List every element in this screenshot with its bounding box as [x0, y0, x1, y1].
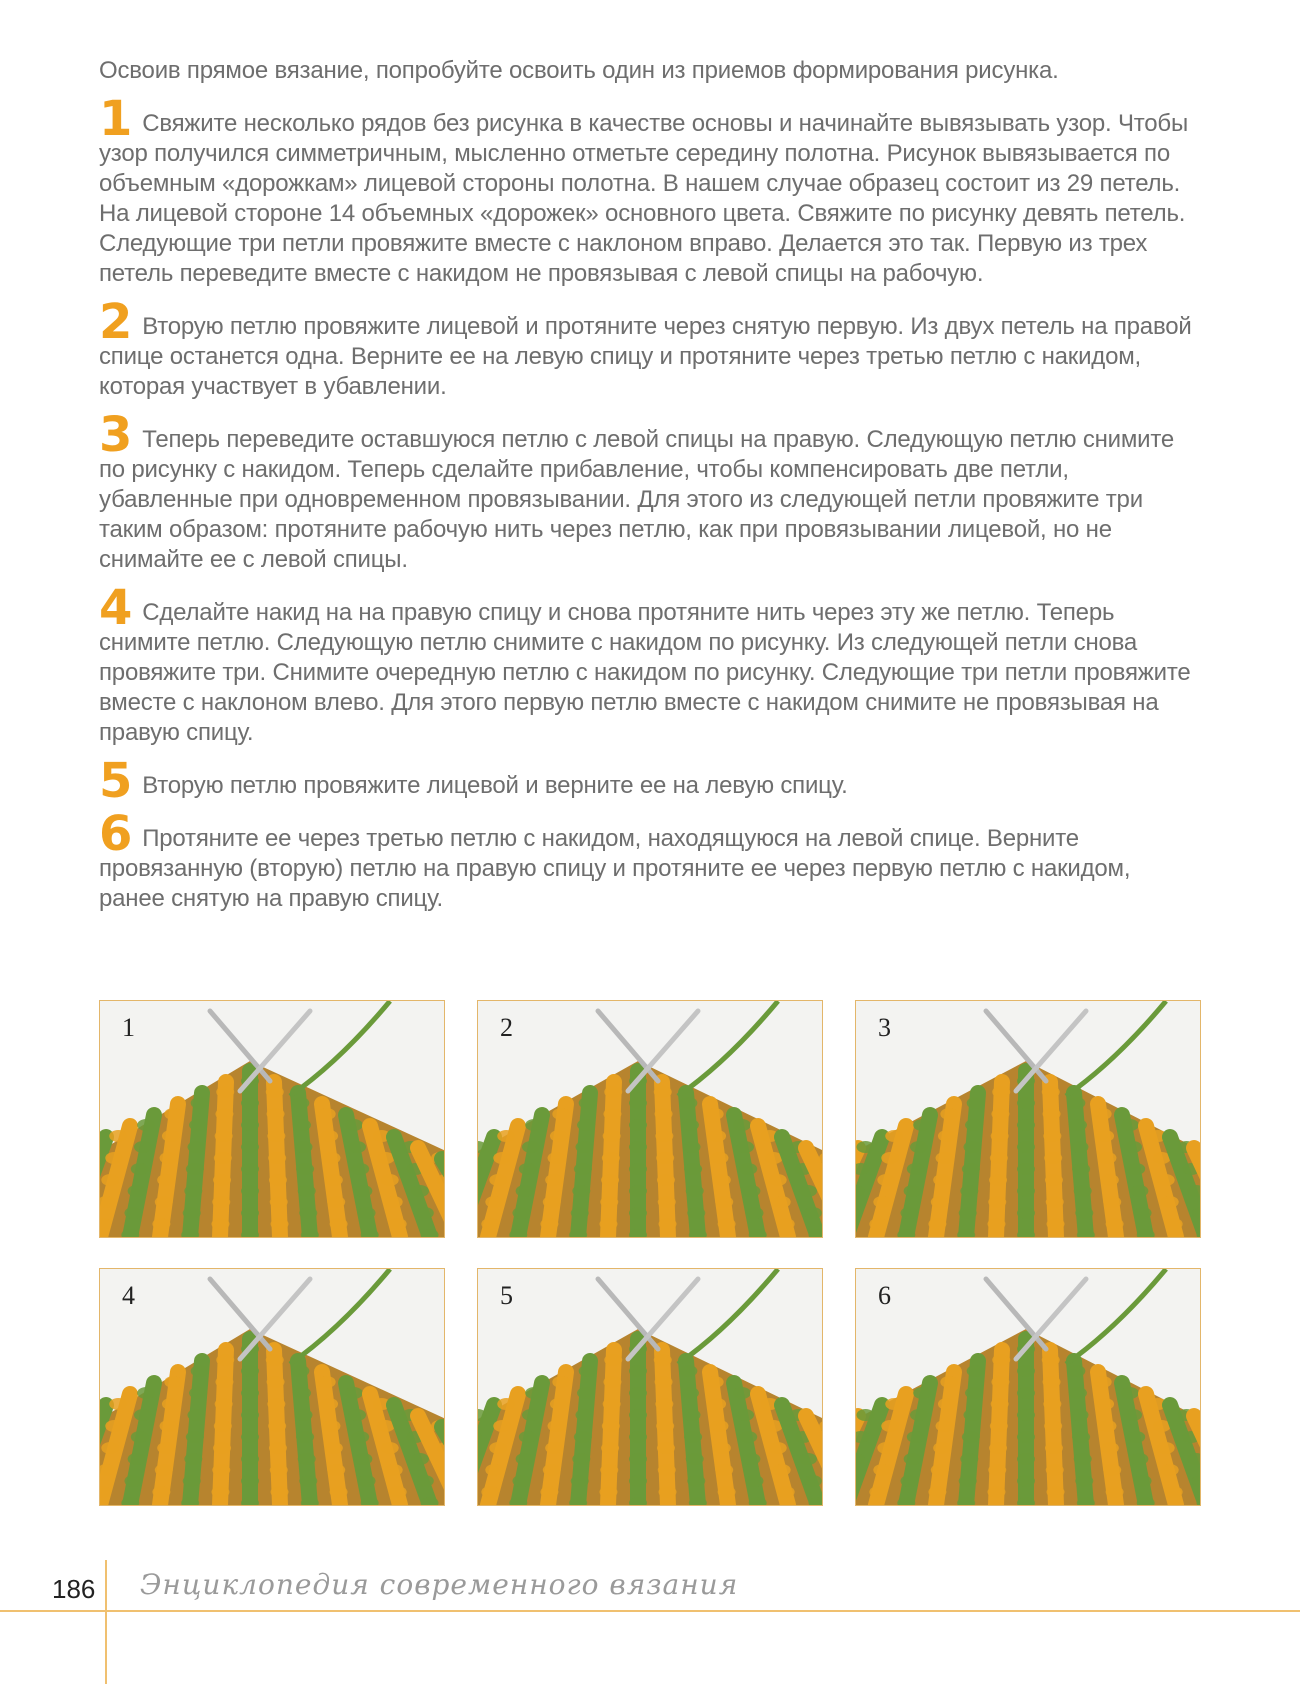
- photo-label: 6: [878, 1281, 891, 1310]
- step-text: Вторую петлю провяжите лицевой и протяните через снятую первую. Из двух петель на правой спице останется одна. Верните ее на левую спицу и протяните через третью петлю с накидом, которая участвует в убавлении.: [99, 313, 1192, 400]
- photo-label: 3: [878, 1013, 891, 1042]
- step-number: 4: [99, 580, 133, 636]
- step-6: [99, 806, 1201, 914]
- knitting-photo-illustration: [100, 1001, 445, 1237]
- knitting-photo-illustration: [478, 1269, 823, 1505]
- photo-4: [99, 1268, 445, 1506]
- photo-2: [477, 1000, 823, 1238]
- step-text: Сделайте накид на на правую спицу и снова протяните нить через эту же петлю. Теперь снимите петлю. Следующую петлю снимите с накидом по рисунку. Из следующей петли снова провяжите три. Снимите очередную петлю с накидом по рисунку. Следующие три петли провяжите вместе с наклоном влево. Для этого первую петлю вместе с накидом снимите не провязывая на правую спицу.: [99, 599, 1191, 746]
- photo-label: 2: [500, 1013, 513, 1042]
- page-number: 186: [52, 1574, 96, 1604]
- step-number: 5: [99, 753, 133, 809]
- photo-label: 4: [122, 1281, 135, 1310]
- step-text: Свяжите несколько рядов без рисунка в качестве основы и начинайте вывязывать узор. Чтобы узор получился симметричным, мысленно отметьте середину полотна. Рисунок вывязывается по объемным «дорожкам» лицевой стороны полотна. В нашем случае образец состоит из 29 петель. На лицевой стороне 14 объемных «дорожек» основного цвета. Свяжите по рисунку девять петель. Следующие три петли провяжите вместе с наклоном вправо. Делается это так. Первую из трех петель переведите вместе с накидом не провязывая с левой спицы на рабочую.: [99, 110, 1189, 287]
- knitting-photo-illustration: [100, 1269, 445, 1505]
- photo-3: [855, 1000, 1201, 1238]
- photo-label: 5: [500, 1281, 513, 1310]
- intro-paragraph: Освоив прямое вязание, попробуйте освоить один из приемов формирования рисунка.: [99, 57, 1059, 84]
- step-text: Протяните ее через третью петлю с накидом, находящуюся на левой спице. Верните провязанную (вторую) петлю на правую спицу и протяните ее через первую петлю с накидом, ранее снятую на правую спицу.: [99, 825, 1131, 912]
- footer-vertical-divider: [105, 1560, 107, 1684]
- knitting-photo-illustration: [856, 1001, 1201, 1237]
- step-5: [99, 753, 1201, 809]
- knitting-photo-illustration: [478, 1001, 823, 1237]
- photo-label: 1: [122, 1013, 135, 1042]
- step-number: 1: [99, 91, 133, 147]
- photo-6: [855, 1268, 1201, 1506]
- knitting-photo-illustration: [856, 1269, 1201, 1505]
- step-text: Теперь переведите оставшуюся петлю с левой спицы на правую. Следующую петлю снимите по рисунку с накидом. Теперь сделайте прибавление, чтобы компенсировать две петли, убавленные при одновременном провязывании. Для этого из следующей петли провяжите три таким образом: протяните рабочую нить через петлю, как при провязывании лицевой, но не снимайте ее с левой спицы.: [99, 426, 1175, 573]
- step-2: [99, 294, 1201, 402]
- book-title: Энциклопедия современного вязания: [140, 1568, 739, 1601]
- step-4: [99, 580, 1201, 748]
- photo-grid: [99, 1000, 1201, 1506]
- step-text: Вторую петлю провяжите лицевой и верните ее на левую спицу.: [142, 772, 848, 799]
- step-3: [99, 407, 1201, 575]
- step-number: 6: [99, 806, 133, 862]
- main-text: [99, 56, 1201, 932]
- photo-1: [99, 1000, 445, 1238]
- step-1: [99, 91, 1201, 289]
- photo-5: [477, 1268, 823, 1506]
- footer-divider: [0, 1610, 1300, 1612]
- step-number: 2: [99, 294, 133, 350]
- step-number: 3: [99, 407, 133, 463]
